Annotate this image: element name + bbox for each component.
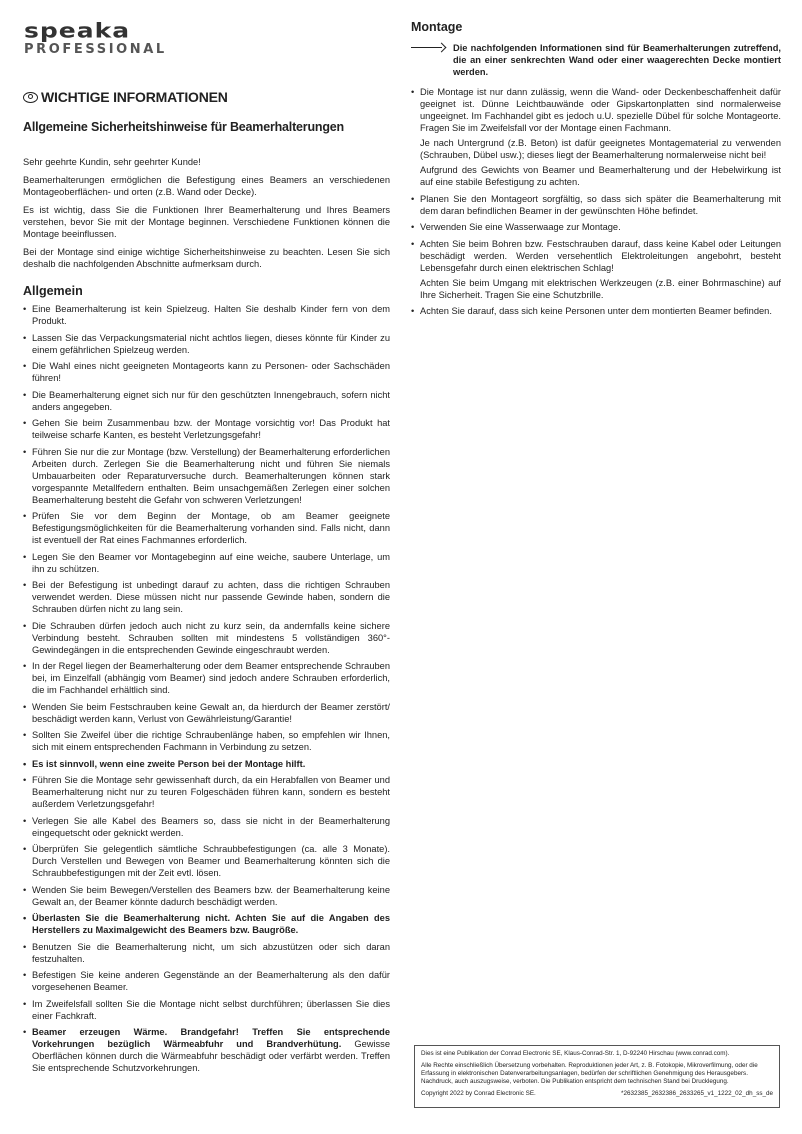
eye-icon — [23, 92, 38, 103]
footer-copyright: Copyright 2022 by Conrad Electronic SE. — [421, 1090, 536, 1097]
list-item: • Benutzen Sie die Beamerhalterung nicht, um sich abzustützen oder sich daran festzuhalten. — [23, 941, 390, 965]
list-item: • Gehen Sie beim Zusammenbau bzw. der Montage vorsichtig vor! Das Produkt hat teilweise scharfe Kanten, es besteht Verletzungsgefahr! — [23, 417, 390, 441]
list-item: • Die Schrauben dürfen jedoch auch nicht zu kurz sein, da andernfalls keine sichere Verbindung besteht. Schrauben sollten mit mindestens 5 vollständigen 360°-Gewindegängen in die entsprechenden Gewinde eingeschraubt werden. — [23, 620, 390, 656]
list-item: • Es ist sinnvoll, wenn eine zweite Person bei der Montage hilft. — [23, 758, 390, 770]
list-item-subparagraph: Aufgrund des Gewichts von Beamer und Beamerhalterung und der Hebelwirkung ist auf eine stabile Befestigung zu achten. — [420, 165, 781, 187]
list-item: • Lassen Sie das Verpackungsmaterial nicht achtlos liegen, dieses könnte für Kinder zu einem gefährlichen Spielzeug werden. — [23, 332, 390, 356]
list-item: • Im Zweifelsfall sollten Sie die Montage nicht selbst durchführen; überlassen Sie dies einer Fachkraft. — [23, 998, 390, 1022]
list-item: • Verwenden Sie eine Wasserwaage zur Montage. — [411, 221, 781, 233]
list-item: • Befestigen Sie keine anderen Gegenstände an der Beamerhalterung als den dafür vorgesehenen Beamer. — [23, 969, 390, 993]
montage-list — [411, 86, 781, 317]
intro-paragraph: Bei der Montage sind einige wichtige Sicherheitshinweise zu beachten. Lesen Sie sich deshalb die nachfolgenden Abschnitte aufmerksam durch. — [23, 247, 390, 269]
main-heading — [23, 88, 390, 106]
general-safety-list — [23, 303, 390, 1074]
list-item — [411, 238, 781, 301]
list-item: • Planen Sie den Montageort sorgfältig, so dass sich später die Beamerhalterung mit dem daran befindlichen Beamer in der gewünschten Höhe befindet. — [411, 193, 781, 217]
list-item: • Eine Beamerhalterung ist kein Spielzeug. Halten Sie deshalb Kinder fern von dem Produkt. — [23, 303, 390, 327]
list-item-text: Achten Sie beim Bohren bzw. Festschrauben darauf, dass keine Kabel oder Leitungen beschädigt werden. Werden versehentlich Elektroleitungen angebohrt, besteht Lebensgefahr durch einen elektrischen Schlag! — [420, 238, 781, 273]
list-item: • Sollten Sie Zweifel über die richtige Schraubenlänge haben, so empfehlen wir Ihnen, sich mit einem entsprechenden Fachmann in Verbindung zu setzen. — [23, 729, 390, 753]
list-item: • Achten Sie darauf, dass sich keine Personen unter dem montierten Beamer befinden. — [411, 305, 781, 317]
list-item: • Verlegen Sie alle Kabel des Beamers so, dass sie nicht in der Beamerhalterung eingequetscht oder geknickt werden. — [23, 815, 390, 839]
footer-publisher-line: Dies ist eine Publikation der Conrad Electronic SE, Klaus-Conrad-Str. 1, D-92240 Hirschau (www.conrad.com). — [421, 1050, 730, 1057]
list-item-subparagraph: Je nach Untergrund (z.B. Beton) ist dafür geeignetes Montagematerial zu verwenden (Schrauben, Dübel usw.); dieses liegt der Beamerhalterung normalerweise nicht bei! — [420, 138, 781, 160]
list-item: • Wenden Sie beim Festschrauben keine Gewalt an, da hierdurch der Beamer zerstört/ beschädigt werden kann, Verlust von Gewährleistung/Garantie! — [23, 701, 390, 725]
list-item: • Überlasten Sie die Beamerhalterung nicht. Achten Sie auf die Angaben des Herstellers zu Maximalgewicht des Beamers bzw. Baugröße. — [23, 912, 390, 936]
intro-text — [23, 156, 390, 270]
list-item: • Legen Sie den Beamer vor Montagebeginn auf eine weiche, saubere Unterlage, um ihn zu schützen. — [23, 551, 390, 575]
list-item: • Bei der Befestigung ist unbedingt darauf zu achten, dass die richtigen Schrauben verwendet werden. Diese müssen nicht nur passende Gewinde haben, sondern die Schrauben dürfen nicht zu lang sein. — [23, 579, 390, 615]
footer-rights-line: Alle Rechte einschließlich Übersetzung vorbehalten. Reproduktionen jeder Art, z. B. Fotokopie, Mikroverfilmung, oder die Erfassung in elektronischen Datenverarbeitungsanlagen, bedürfen der schriftlichen Genehmigung des Herausgebers. Nachdruck, auch auszugsweise, verboten. Die Publikation entspricht dem technischen Stand bei Drucklegung. — [421, 1062, 758, 1085]
list-item: • Die Beamerhalterung eignet sich nur für den geschützten Innengebrauch, sofern nicht anders angegeben. — [23, 389, 390, 413]
list-item: • Die Wahl eines nicht geeigneten Montageorts kann zu Personen- oder Sachschäden führen! — [23, 360, 390, 384]
list-item: • Prüfen Sie vor dem Beginn der Montage, ob am Beamer geeignete Befestigungsmöglichkeiten für die Beamerhalterung vorhanden sind. Falls nicht, dann ist eventuell der Rat eines Fachmannes erforderlich. — [23, 510, 390, 546]
fire-warning-bold: Beamer erzeugen Wärme. Brandgefahr! Treffen Sie entsprechende Vorkehrungen bezüglich Wärmeabfuhr und Brandverhütung. — [32, 1027, 390, 1049]
list-item: • Führen Sie nur die zur Montage (bzw. Verstellung) der Beamerhalterung erforderlichen Arbeiten durch. Zerlegen Sie die Beamerhalterung nicht und führen Sie niemals Umbauarbeiten oder Reparaturversuche durch. Beamerhalterungen können stark vorgespannte Metallfedern enthalten. Beim unsachgemäßen Zerlegen einer solchen Beamerhalterung besteht die Gefahr von schweren Verletzungen! — [23, 446, 390, 506]
footer-article-code: *2632385_2632386_2633265_v1_1222_02_dh_ss_de — [621, 1090, 773, 1097]
brand-logo — [24, 18, 167, 57]
intro-paragraph: Beamerhalterungen ermöglichen die Befestigung eines Beamers an verschiedenen Montageoberflächen- und orten (z.B. Wand oder Decke). — [23, 175, 390, 197]
footer-bottom-row — [421, 1090, 773, 1098]
arrow-right-icon — [411, 43, 445, 53]
list-item-text: Die Montage ist nur dann zulässig, wenn die Wand- oder Deckenbeschaffenheit dafür geeignet ist. Dünne Leichtbauwände oder Gipskartonplatten sind normalerweise ungeeignet. Im Fachhandel gibt es jedoch u.U. spezielle Dübel für solche Montageorte. Fragen Sie im Zweifelsfall vor der Montage einen Fachmann. — [420, 87, 781, 133]
list-item: • Überprüfen Sie gelegentlich sämtliche Schraubbefestigungen (ca. alle 3 Monate). Durch Verstellen und Bewegen von Beamer und Beamerhalterung könnten sich die Schraubbefestigungen mit der Zeit evtl. lösen. — [23, 843, 390, 879]
intro-paragraph: Sehr geehrte Kundin, sehr geehrter Kunde! — [23, 157, 201, 167]
list-item — [23, 1026, 390, 1074]
publisher-footer — [414, 1045, 780, 1108]
section-heading-allgemein: Allgemein — [23, 284, 83, 298]
right-column — [411, 20, 781, 322]
montage-heading: Montage — [411, 20, 463, 34]
montage-note — [411, 42, 781, 78]
list-item: • Führen Sie die Montage sehr gewissenhaft durch, da ein Herabfallen von Beamer und Beamerhalterung nicht nur zu teuren Folgeschäden führen kann, sondern es besteht außerdem Verletzungsgefahr! — [23, 774, 390, 810]
list-item-subparagraph: Achten Sie beim Umgang mit elektrischen Werkzeugen (z.B. einer Bohrmaschine) auf Ihre Sicherheit. Tragen Sie eine Schutzbrille. — [420, 277, 781, 300]
intro-paragraph: Es ist wichtig, dass Sie die Funktionen Ihrer Beamerhalterung und Ihres Beamers verstehen, bevor Sie mit der Montage beginnen. Verschiedene Funktionen können die Montage beeinflussen. — [23, 205, 390, 239]
left-column — [23, 88, 390, 1079]
list-item: • Wenden Sie beim Bewegen/Verstellen des Beamers bzw. der Beamerhalterung keine Gewalt an, der Beamer könnte dadurch beschädigt werden. — [23, 884, 390, 908]
safety-subheading: Allgemeine Sicherheitshinweise für Beamerhalterungen — [23, 120, 344, 134]
list-item: • In der Regel liegen der Beamerhalterung oder dem Beamer entsprechende Schrauben bei, im Einzelfall (abhängig vom Beamer) sind jedoch andere Schrauben erforderlich, die im Fachhandel erhältlich sind. — [23, 660, 390, 696]
fire-warning-text: Gewisse Oberflächen können durch die Wärmeabfuhr beschädigt oder verfärbt werden. Treffen Sie entsprechende Schutzvorkehrungen. — [32, 1039, 391, 1073]
main-heading-text: WICHTIGE INFORMATIONEN — [41, 89, 228, 105]
list-item — [411, 86, 781, 188]
montage-note-text: Die nachfolgenden Informationen sind für Beamerhalterungen zutreffend, die an einer senkrechten Wand oder einer waagerechten Decke montiert werden. — [453, 43, 781, 77]
logo-subtitle: PROFESSIONAL — [24, 42, 167, 57]
logo-wordmark: speaka — [24, 18, 131, 43]
